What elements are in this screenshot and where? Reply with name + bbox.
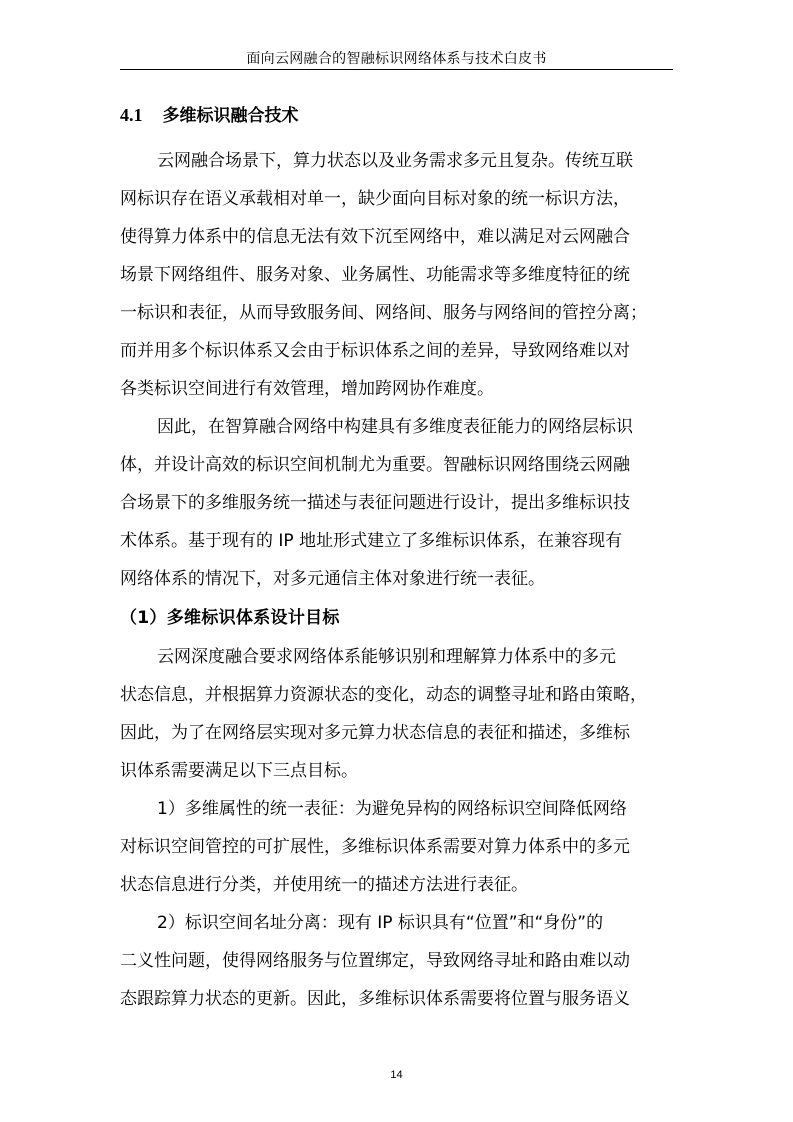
paragraph-line: 云网深度融合要求网络体系能够识别和理解算力体系中的多元: [157, 647, 616, 667]
paragraph-line: 合场景下的多维服务统一描述与表征问题进行设计，提出多维标识技: [120, 493, 630, 513]
paragraph-line: 各类标识空间进行有效管理，增加跨网协作难度。: [120, 379, 494, 399]
paragraph-line: 网络体系的情况下，对多元通信主体对象进行统一表征。: [120, 569, 545, 589]
paragraph-line: 网标识存在语义承载相对单一，缺少面向目标对象的统一标识方法，: [120, 189, 630, 209]
paragraph-line: 术体系。基于现有的 IP 地址形式建立了多维标识体系，在兼容现有: [120, 531, 623, 551]
paragraph-line: 体，并设计高效的标识空间机制尤为重要。智融标识网络围绕云网融: [120, 455, 630, 475]
paragraph-line: 因此，为了在网络层实现对多元算力状态信息的表征和描述，多维标: [120, 723, 630, 743]
section-title: 多维标识融合技术: [162, 106, 299, 126]
section-number: 4.1: [120, 105, 143, 125]
paragraph-line: 二义性问题，使得网络服务与位置绑定，导致网络寻址和路由难以动: [120, 951, 630, 971]
paragraph-line: 一标识和表征，从而导致服务间、网络间、服务与网络间的管控分离；: [120, 303, 647, 323]
list-item-line: 2）标识空间名址分离：现有 IP 标识具有“位置”和“身份”的: [157, 913, 604, 933]
header-divider: [120, 69, 673, 70]
paragraph-line: 而并用多个标识体系又会由于标识体系之间的差异，导致网络难以对: [120, 341, 630, 361]
paragraph-line: 因此，在智算融合网络中构建具有多维度表征能力的网络层标识: [157, 417, 633, 437]
subsection-heading: （1）多维标识体系设计目标: [120, 608, 340, 628]
paragraph-line: 状态信息，并根据算力资源状态的变化，动态的调整寻址和路由策略，: [120, 685, 647, 705]
paragraph-line: 对标识空间管控的可扩展性，多维标识体系需要对算力体系中的多元: [120, 837, 630, 857]
paragraph-line: 态跟踪算力状态的更新。因此，多维标识体系需要将位置与服务语义: [120, 989, 630, 1009]
paragraph-line: 云网融合场景下，算力状态以及业务需求多元且复杂。传统互联: [157, 151, 633, 171]
paragraph-line: 识体系需要满足以下三点目标。: [120, 761, 358, 781]
page-number: 14: [390, 1069, 403, 1081]
running-header: 面向云网融合的智融标识网络体系与技术白皮书: [246, 51, 547, 67]
paragraph-line: 场景下网络组件、服务对象、业务属性、功能需求等多维度特征的统: [120, 265, 630, 285]
section-heading: [120, 101, 299, 130]
paragraph-line: 状态信息进行分类，并使用统一的描述方法进行表征。: [120, 875, 528, 895]
paragraph-line: 使得算力体系中的信息无法有效下沉至网络中，难以满足对云网融合: [120, 227, 630, 247]
list-item-line: 1）多维属性的统一表征：为避免异构的网络标识空间降低网络: [157, 799, 627, 819]
